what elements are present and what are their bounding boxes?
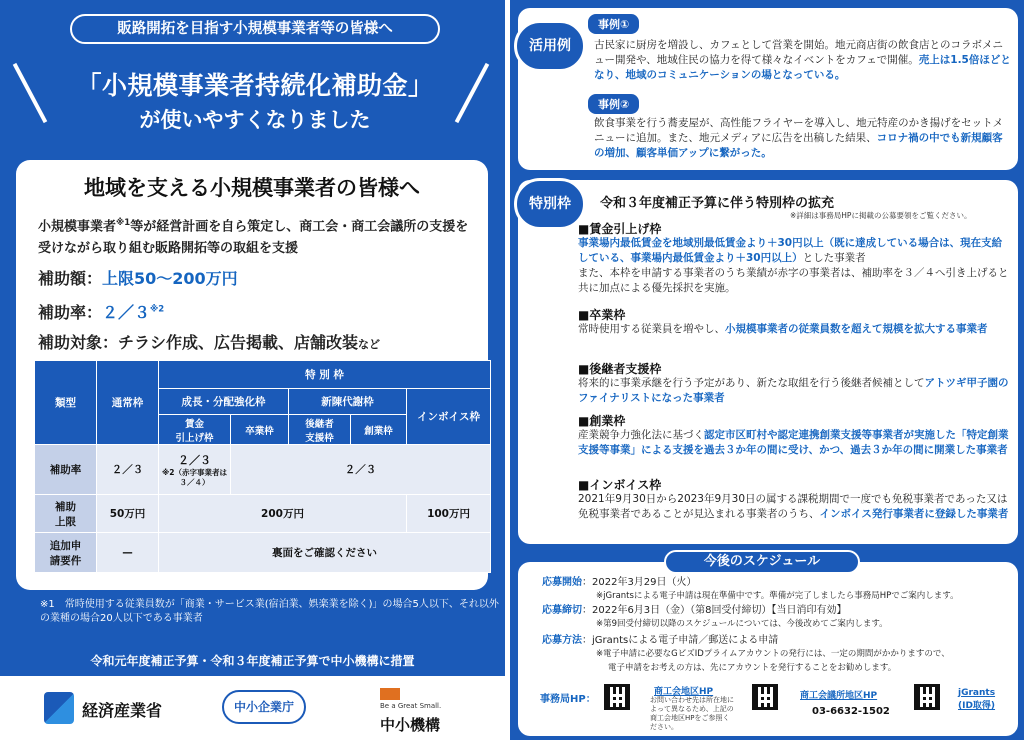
hp-link-shokokai-note: お問い合わせ先は所在地によって異なるため、上記の商工会地区HPをご参照ください。 (650, 696, 734, 731)
successor-heading: ■後継者支援枠 (578, 362, 662, 376)
method-note-1: ※電子申請に必要なGビズIDプライムアカウントの発行には、一定の期間がかかりますので、 (596, 649, 950, 659)
amount-label: 補助額： (38, 269, 103, 288)
meti-name: 経済産業省 (82, 701, 163, 720)
target-label: 補助対象： (38, 333, 119, 352)
target-row (38, 330, 380, 353)
th-regular: 通常枠 (97, 361, 159, 445)
card-heading: 地域を支える小規模事業者の皆様へ (84, 176, 420, 200)
schedule-end (542, 604, 1012, 631)
wage-body: とした事業者 (802, 252, 866, 264)
th-graduate: 卒業枠 (231, 415, 289, 445)
extra-regular: — (97, 533, 159, 573)
desc-text-a: 小規模事業者 (38, 219, 117, 235)
graduate-highlight: 小規模事業者の従業員数を超えて規模を拡大する事業者 (725, 323, 988, 335)
limit-special: 200万円 (159, 495, 407, 533)
main-subtitle: が使いやすくなりました (139, 108, 371, 132)
rate-wage-note: ※2（赤字事業者は３／４） (161, 467, 227, 487)
rate-row (38, 300, 164, 323)
footnote-1: ※1 常時使用する従業員数が「商業・サービス業(宿泊業、娯楽業を除く)」の場合5人以下、それ以外の業種の場合20人以下である事業者 (40, 599, 499, 624)
deco-slash-left (13, 63, 48, 123)
rate-footnote-ref: ※2 (150, 304, 165, 315)
smrj-name: 中小機構 (380, 716, 441, 734)
schedule-heading: 今後のスケジュール (664, 550, 860, 574)
hp-label: 事務局HP： (540, 694, 596, 705)
end-value: ：2022年6月3日（金）（第8回受付締切）【当日消印有効】 (582, 605, 847, 616)
startup-highlight: 認定市区町村や認定連携創業支援等事業者が実施した「特定創業支援等事業」による支援を過去３か年の間に受け、かつ、過去３か年の間に開業した事業者 (578, 429, 1009, 456)
row-rate-label: 補助率 (35, 445, 97, 495)
card-description (38, 212, 478, 260)
startup-heading: ■創業枠 (578, 414, 626, 428)
special-heading: 令和３年度補正予算に伴う特別枠の拡充 (600, 196, 835, 211)
row-limit-label: 補助 上限 (35, 495, 97, 533)
start-note: ※jGrantsによる電子申請は現在準備中です。準備が完了しましたら事務局HPでご案内します。 (596, 591, 959, 601)
th-growth: 成長・分配強化枠 (159, 389, 289, 415)
special-label: 特別枠 (514, 178, 586, 230)
qr-code-3[interactable] (914, 684, 940, 710)
th-special: 特 別 枠 (159, 361, 491, 389)
wage-text (578, 236, 1012, 296)
startup-text (578, 428, 1012, 458)
amount-row (38, 266, 238, 289)
th-type: 類型 (35, 361, 97, 445)
method-note-2: 電子申請をお考えの方は、先にアカウントを発行することをお勧めします。 (608, 663, 897, 673)
invoice-body: 2021年9月30日から2023年9月30日の属する課税期間で一度でも免税事業者であった又は免税事業者であることが見込まれる事業者のうち、 (578, 493, 1008, 520)
successor-text (578, 376, 1012, 406)
rate-regular: ２／３ (97, 445, 159, 495)
deco-slash-right (455, 63, 490, 123)
rate-label: 補助率： (38, 303, 103, 322)
sme-agency-logo: 中小企業庁 (222, 690, 306, 724)
left-panel (0, 0, 505, 740)
rate-wage-cell (159, 445, 231, 495)
example-1-highlight: 売上は1.5倍ほどとなり、地域のコミュニケーションの場となっている。 (594, 54, 1011, 81)
logo-strip (0, 676, 505, 740)
desc-footnote-ref: ※1 (116, 218, 131, 228)
method-label: 応募方法 (542, 635, 582, 646)
successor-highlight: アトツギ甲子園のファイナリストになった事業者 (578, 377, 1009, 404)
row-extra-label: 追加申 請要件 (35, 533, 97, 573)
hp-link-shokokai[interactable]: 商工会地区HP (654, 687, 714, 697)
schedule-start (542, 576, 1012, 603)
examples-label: 活用例 (514, 20, 586, 72)
budget-note: 令和元年度補正予算・令和３年度補正予算で中小機構に措置 (90, 654, 415, 668)
target-value: チラシ作成、広告掲載、店舗改装 (118, 333, 359, 352)
target-suffix: など (358, 338, 381, 351)
th-renewal: 新陳代謝枠 (289, 389, 407, 415)
extra-special: 裏面をご確認ください (159, 533, 491, 573)
th-wage: 賃金 引上げ枠 (159, 415, 231, 445)
desc-text-b: 等が経営計画を自ら策定し、商工会・商工会議所の支援を受けながら取り組む販路開拓等の取組を支援 (38, 219, 469, 257)
th-startup: 創業枠 (351, 415, 407, 445)
wage-body-2: また、本枠を申請する事業者のうち業績が赤字の事業者は、補助率を３／４へ引き上げると共に加点による優先採択を実施。 (578, 267, 1009, 294)
example-2-highlight: コロナ禍の中でも新規顧客の増加、顧客単価アップに繋がった。 (594, 132, 1003, 159)
amount-value: 上限50〜200万円 (102, 269, 238, 288)
main-title: 「小規模事業者持続化補助金」 (76, 71, 434, 100)
th-successor: 後継者 支援枠 (289, 415, 351, 445)
hp-link-jgrants[interactable]: jGrants (ID取得) (958, 688, 996, 711)
graduate-heading: ■卒業枠 (578, 308, 626, 322)
wage-heading: ■賃金引上げ枠 (578, 222, 662, 236)
qr-code-2[interactable] (752, 684, 778, 710)
example-2-tag: 事例② (588, 94, 639, 114)
end-note: ※第9回受付締切以降のスケジュールについては、今後改めてご案内します。 (596, 619, 888, 629)
method-value: ：jGrantsによる電子申請／郵送による申請 (582, 635, 779, 646)
wage-highlight: 事業場内最低賃金を地域別最低賃金より＋30円以上（既に達成している場合は、現在支給している、事業場内最低賃金より＋30円以上） (578, 237, 1003, 264)
start-label: 応募開始 (542, 577, 582, 588)
example-2-text (594, 116, 1012, 161)
successor-body: 将来的に事業承継を行う予定があり、新たな取組を行う後継者候補として (578, 377, 925, 389)
smrj-tagline: Be a Great Small. (380, 702, 442, 710)
hp-link-chamber[interactable]: 商工会議所地区HP (800, 691, 878, 701)
qr-code-1[interactable] (604, 684, 630, 710)
end-label: 応募締切 (542, 605, 582, 616)
special-note: ※詳細は事務局HPに掲載の公募要領をご覧ください。 (790, 211, 972, 220)
startup-body: 産業競争力強化法に基づく (578, 429, 704, 441)
rate-wage: ２／３ (178, 453, 211, 467)
rate-special: ２／３ (231, 445, 491, 495)
invoice-highlight: インボイス発行事業者に登録した事業者 (819, 508, 1009, 520)
graduate-body: 常時使用する従業員を増やし、 (578, 323, 725, 335)
start-value: ：2022年3月29日（火） (582, 577, 697, 588)
summary-card (16, 160, 488, 590)
limit-invoice: 100万円 (407, 495, 491, 533)
th-invoice: インボイス枠 (407, 389, 491, 445)
limit-regular: 50万円 (97, 495, 159, 533)
subsidy-table (34, 360, 491, 573)
meti-logo-icon (44, 692, 74, 724)
schedule-method (542, 634, 1012, 675)
target-audience-pill: 販路開拓を目指す小規模事業者等の皆様へ (70, 14, 440, 44)
invoice-text (578, 492, 1012, 522)
example-1-tag: 事例① (588, 14, 639, 34)
example-2-body: 飲食事業を行う蕎麦屋が、高性能フライヤーを導入し、地元特産のかき揚げをセットメニューに追加。また、地元メディアに広告を出稿した結果、 (594, 117, 1004, 144)
invoice-heading: ■インボイス枠 (578, 478, 662, 492)
example-1-body: 古民家に厨房を増設し、カフェとして営業を開始。地元商店街の飲食店とのコラボメニュー開発や、地域住民の協力を得て様々なイベントをカフェで開催。 (594, 39, 1003, 66)
example-1-text (594, 38, 1012, 83)
rate-value: ２／３ (102, 303, 151, 322)
graduate-text (578, 322, 1012, 337)
chamber-tel: 03-6632-1502 (812, 706, 890, 717)
smrj-logo-icon (380, 688, 400, 700)
